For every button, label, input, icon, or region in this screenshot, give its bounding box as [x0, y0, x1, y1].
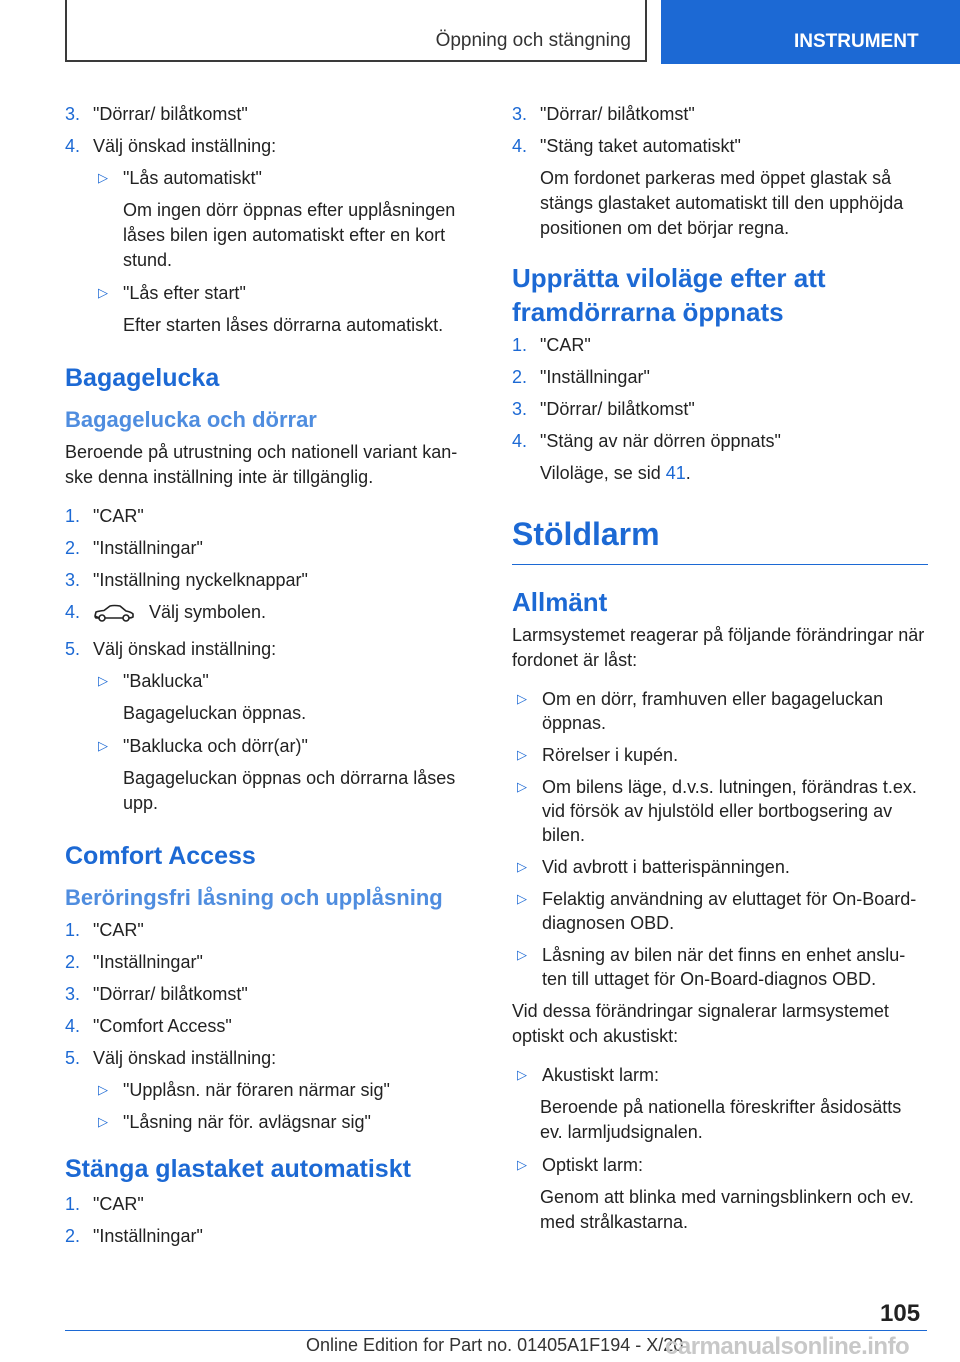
chapter-tab[interactable]: INSTRUMENT [661, 0, 960, 64]
list-item [65, 568, 481, 592]
chapter-heading: Stöldlarm [512, 512, 928, 565]
list-item [65, 1224, 481, 1248]
subsection-heading: Allmänt [512, 587, 608, 617]
bullet-description: Beroende på nationella föreskrifter åsidosätts ev. larmljudsignalen. [540, 1097, 902, 1142]
list-item [65, 918, 481, 942]
bullet-item [93, 734, 481, 758]
step-number: 3. [65, 570, 81, 590]
triangle-icon: ▷ [517, 1157, 527, 1172]
desc-prefix: Viloläge, se sid [540, 463, 666, 483]
paragraph: Beroende på utrustning och nationell variant kan-ske denna inställning inte är tillgänglig. [65, 442, 458, 487]
step-number: 3. [512, 399, 528, 419]
triangle-icon: ▷ [517, 859, 527, 874]
watermark: carmanualsonline.info [665, 1333, 910, 1360]
triangle-icon: ▷ [517, 779, 527, 794]
list-item [65, 1014, 481, 1038]
left-column [65, 102, 481, 1256]
step-description [540, 461, 928, 486]
step-number: 3. [512, 104, 528, 124]
bullet-item [93, 166, 481, 190]
step-number: 4. [512, 431, 528, 451]
car-icon [93, 603, 135, 629]
bullet-title: "Upplåsn. när föraren närmar sig" [123, 1080, 390, 1100]
step-number: 4. [65, 602, 81, 622]
bullet-title: Optiskt larm: [542, 1155, 644, 1175]
step-number: 2. [65, 952, 81, 972]
list-item [512, 134, 928, 158]
bullet-item [512, 743, 928, 767]
step-number: 4. [512, 136, 528, 156]
bullet-item [512, 887, 928, 935]
triangle-icon: ▷ [98, 1082, 108, 1097]
paragraph: Larmsystemet reagerar på följande förändringar när fordonet är låst: [512, 625, 925, 670]
bullet-item [93, 1110, 481, 1134]
bullet-description: Genom att blinka med varningsblinkern och ev. med strålkastarna. [540, 1187, 914, 1232]
step-text: "Inställningar" [540, 367, 650, 387]
bullet-item [512, 855, 928, 879]
triangle-icon: ▷ [98, 1114, 108, 1129]
bullet-title: "Baklucka" [123, 671, 209, 691]
step-text: Välj önskad inställning: [93, 136, 277, 156]
step-text: "CAR" [540, 335, 591, 355]
page-link[interactable]: 41 [665, 463, 686, 483]
list-item [65, 950, 481, 974]
bullet-item [93, 669, 481, 693]
bullet-text: Rörelser i kupén. [542, 745, 679, 765]
triangle-icon: ▷ [517, 747, 527, 762]
step-number: 3. [65, 984, 81, 1004]
triangle-icon: ▷ [98, 170, 108, 185]
step-description: Om fordonet parkeras med öppet glastak så stängs glastaket automatiskt till den upphöjda positionen om det börjar regna. [540, 168, 904, 238]
bullet-description: Bagageluckan öppnas och dörrarna låses upp. [123, 768, 456, 813]
triangle-icon: ▷ [98, 738, 108, 753]
bullet-item [93, 281, 481, 305]
list-item [65, 600, 481, 629]
subsection-heading: Beröringsfri låsning och upplåsning [65, 885, 443, 910]
step-number: 1. [512, 335, 528, 355]
step-number: 1. [65, 1194, 81, 1214]
page-header [0, 0, 960, 66]
triangle-icon: ▷ [98, 285, 108, 300]
list-item [65, 102, 481, 126]
bullet-description: Efter starten låses dörrarna automatiskt. [123, 315, 444, 335]
step-text: "Stäng taket automatiskt" [540, 136, 741, 156]
step-number: 2. [65, 538, 81, 558]
step-text: Välj önskad inställning: [93, 1048, 277, 1068]
step-number: 2. [65, 1226, 81, 1246]
section-tab: Öppning och stängning [65, 0, 647, 62]
bullet-item [512, 775, 928, 847]
footer-edition: Online Edition for Part no. 01405A1F194 - X/20 [306, 1335, 684, 1355]
step-number: 5. [65, 1048, 81, 1068]
section-heading: Comfort Access [65, 842, 256, 870]
paragraph: Vid dessa förändringar signalerar larmsystemet optiskt och akustiskt: [512, 1001, 889, 1046]
step-text: Välj önskad inställning: [93, 639, 277, 659]
step-text: "Comfort Access" [93, 1016, 232, 1036]
bullet-title: "Lås automatiskt" [123, 168, 262, 188]
step-text: "Inställningar" [93, 952, 203, 972]
bullet-item [512, 687, 928, 735]
triangle-icon: ▷ [517, 1067, 527, 1082]
step-text: "Inställning nyckelknappar" [93, 570, 308, 590]
step-text: "Dörrar/ bilåtkomst" [93, 984, 248, 1004]
step-number: 2. [512, 367, 528, 387]
step-text: "Inställningar" [93, 538, 203, 558]
list-item [512, 397, 928, 421]
footer-divider [65, 1330, 927, 1331]
step-text: "Dörrar/ bilåtkomst" [93, 104, 248, 124]
bullet-text: Om en dörr, framhuven eller bagageluckan öppnas. [542, 689, 884, 733]
step-number: 3. [65, 104, 81, 124]
bullet-text: Om bilens läge, d.v.s. lutningen, förändras t.ex. vid försök av hjulstöld eller bortbogsering av bilen. [542, 777, 917, 845]
bullet-text: Låsning av bilen när det finns en enhet anslu-ten till uttaget för On-Board-diagnos OBD. [542, 945, 906, 989]
step-text: "Inställningar" [93, 1226, 203, 1246]
step-number: 4. [65, 136, 81, 156]
list-item [65, 134, 481, 158]
step-text: "CAR" [93, 506, 144, 526]
step-number: 1. [65, 920, 81, 940]
triangle-icon: ▷ [517, 691, 527, 706]
bullet-title: "Låsning när för. avlägsnar sig" [123, 1112, 371, 1132]
step-text-with-icon [93, 600, 481, 629]
bullet-item [512, 1153, 928, 1177]
section-heading: Upprätta viloläge efter att framdörrarna öppnats [512, 263, 826, 327]
bullet-item [93, 1078, 481, 1102]
bullet-title: "Lås efter start" [123, 283, 246, 303]
list-item [65, 504, 481, 528]
list-item [512, 365, 928, 389]
list-item [65, 1192, 481, 1216]
triangle-icon: ▷ [98, 673, 108, 688]
section-heading: Stänga glastaket automatiskt [65, 1155, 411, 1183]
step-number: 5. [65, 639, 81, 659]
bullet-text: Vid avbrott i batterispänningen. [542, 857, 790, 877]
list-item [512, 429, 928, 453]
bullet-item [512, 1063, 928, 1087]
triangle-icon: ▷ [517, 947, 527, 962]
list-item [512, 333, 928, 357]
triangle-icon: ▷ [517, 891, 527, 906]
right-column [512, 102, 928, 1243]
bullet-title: "Baklucka och dörr(ar)" [123, 736, 308, 756]
step-number: 4. [65, 1016, 81, 1036]
list-item [512, 102, 928, 126]
bullet-description: Bagageluckan öppnas. [123, 703, 307, 723]
step-text: "Dörrar/ bilåtkomst" [540, 104, 695, 124]
step-number: 1. [65, 506, 81, 526]
list-item [65, 1046, 481, 1070]
list-item [65, 637, 481, 661]
step-text: "CAR" [93, 1194, 144, 1214]
step-text: Välj symbolen. [149, 602, 267, 622]
subsection-heading: Bagagelucka och dörrar [65, 407, 317, 432]
list-item [65, 982, 481, 1006]
desc-suffix: . [685, 463, 691, 483]
bullet-description: Om ingen dörr öppnas efter upplåsningen låses bilen igen automatiskt efter en kort stund. [123, 200, 456, 270]
step-text: "CAR" [93, 920, 144, 940]
list-item [65, 536, 481, 560]
bullet-item [512, 943, 928, 991]
step-text: "Dörrar/ bilåtkomst" [540, 399, 695, 419]
page-number: 105 [880, 1300, 921, 1327]
step-text: "Stäng av när dörren öppnats" [540, 431, 781, 451]
bullet-text: Felaktig användning av eluttaget för On-Board-diagnosen OBD. [542, 889, 917, 933]
bullet-title: Akustiskt larm: [542, 1065, 660, 1085]
section-heading: Bagagelucka [65, 364, 220, 392]
